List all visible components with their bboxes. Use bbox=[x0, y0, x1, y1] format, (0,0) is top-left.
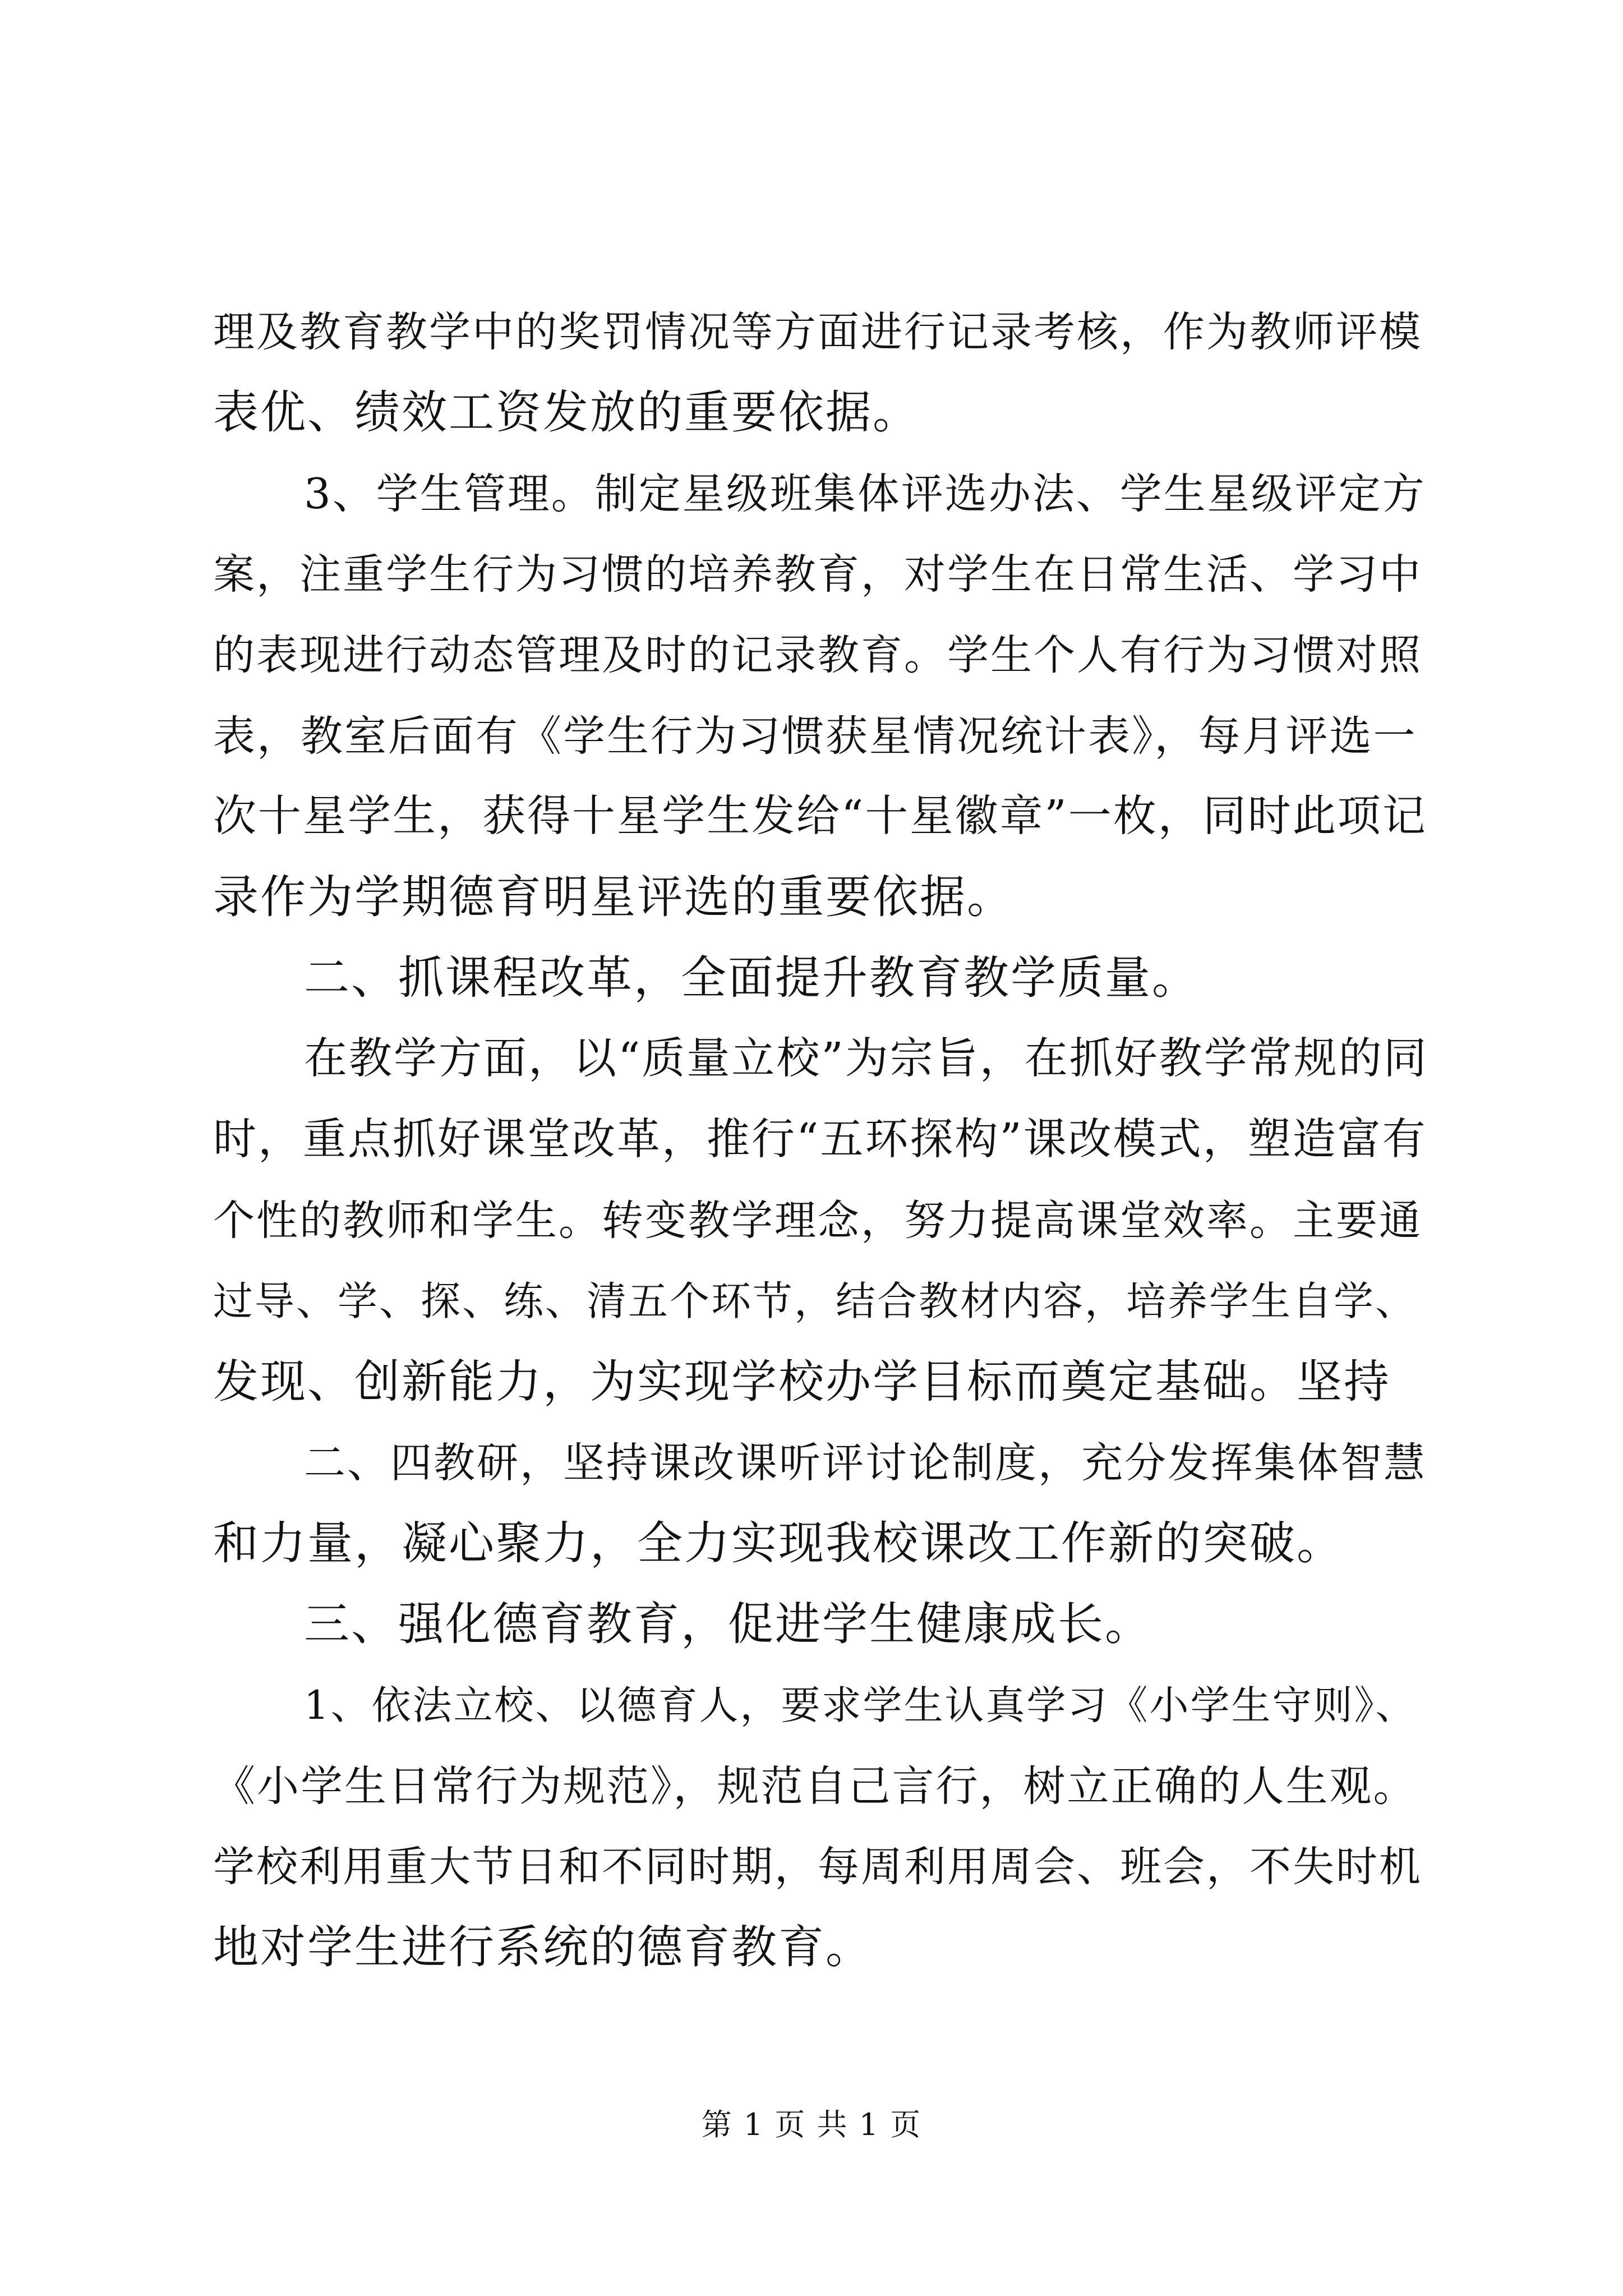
document-text-line: 表优、绩效工资发放的重要依据。 bbox=[213, 386, 920, 439]
document-text-line: 的表现进行动态管理及时的记录教育。学生个人有行为习惯对照 bbox=[213, 631, 1422, 679]
page-footer: 第 1 页 共 1 页 bbox=[701, 2107, 922, 2142]
document-text-line: 《小学生日常行为规范》，规范自己言行，树立正确的人生观。 bbox=[213, 1761, 1417, 1811]
document-text-line: 次十星学生，获得十星学生发给“十星徽章”一枚，同时此项记 bbox=[213, 792, 1427, 841]
document-text-line: 地对学生进行系统的德育教育。 bbox=[213, 1921, 873, 1974]
document-text-line: 1、依法立校、以德育人，要求学生认真学习《小学生守则》、 bbox=[304, 1682, 1417, 1728]
document-text-line: 案，注重学生行为习惯的培养教育，对学生在日常生活、学习中 bbox=[213, 550, 1422, 599]
document-text-line: 录作为学期德育明星评选的重要依据。 bbox=[213, 871, 1015, 924]
document-text-line: 学校利用重大节日和不同时期，每周利用周会、班会，不失时机 bbox=[213, 1843, 1422, 1891]
document-text-line: 时，重点抓好课堂改革，推行“五环探构”课改模式，塑造富有 bbox=[213, 1115, 1427, 1165]
document-text-line: 过导、学、探、练、清五个环节，结合教材内容，培养学生自学、 bbox=[213, 1278, 1417, 1324]
document-text-line: 二、抓课程改革，全面提升教育教学质量。 bbox=[304, 952, 1200, 1005]
document-text-line: 在教学方面，以“质量立校”为宗旨，在抓好教学常规的同 bbox=[304, 1034, 1428, 1084]
document-text-line: 3、学生管理。制定星级班集体评选办法、学生星级评定方 bbox=[304, 469, 1426, 518]
document-body bbox=[213, 292, 1430, 1988]
document-text-line: 三、强化德育教育，促进学生健康成长。 bbox=[304, 1598, 1152, 1651]
document-text-line: 和力量，凝心聚力，全力实现我校课改工作新的突破。 bbox=[213, 1517, 1344, 1570]
document-text-line: 个性的教师和学生。转变教学理念，努力提高课堂效率。主要通 bbox=[213, 1197, 1422, 1245]
document-text-line: 二、四教研，坚持课改课听评讨论制度，充分发挥集体智慧 bbox=[304, 1439, 1427, 1487]
document-text-line: 表，教室后面有《学生行为习惯获星情况统计表》，每月评选一 bbox=[213, 711, 1417, 761]
document-text-line: 发现、创新能力，为实现学校办学目标而奠定基础。坚持 bbox=[213, 1356, 1391, 1409]
document-text-line: 理及教育教学中的奖罚情况等方面进行记录考核，作为教师评模 bbox=[213, 308, 1422, 356]
